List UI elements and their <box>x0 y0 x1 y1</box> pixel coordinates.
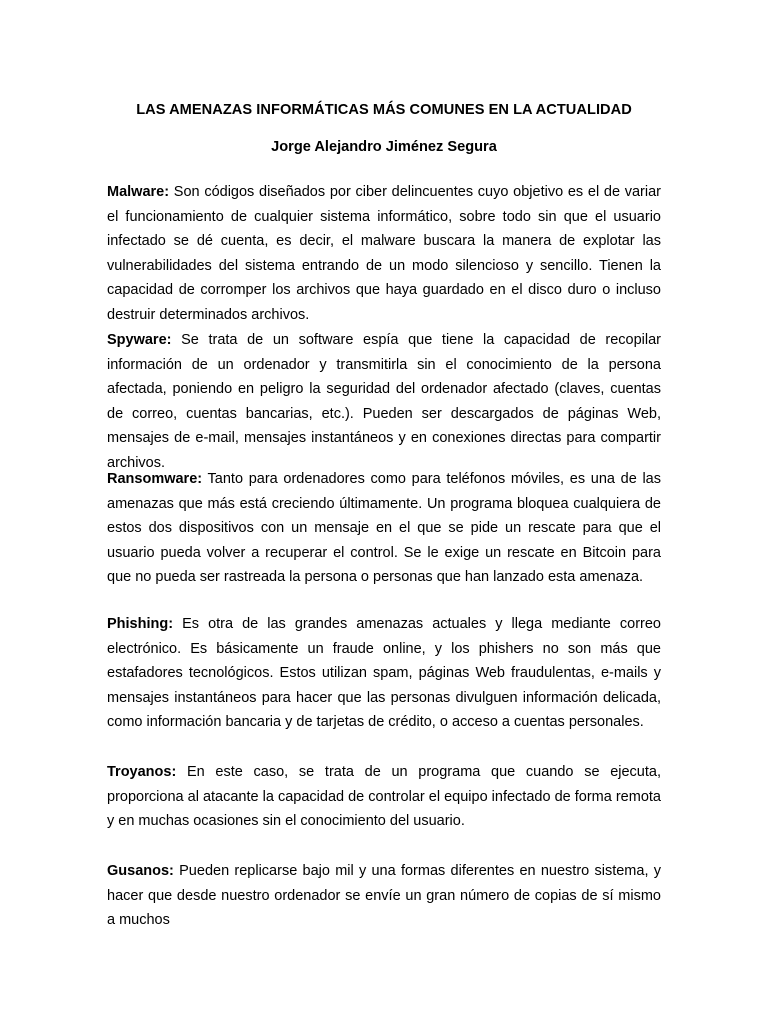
section-term: Troyanos: <box>107 764 177 780</box>
section-malware <box>107 180 661 328</box>
section-term: Phishing: <box>107 616 174 632</box>
section-ransomware <box>107 467 661 590</box>
document-author: Jorge Alejandro Jiménez Segura <box>271 139 497 155</box>
section-term: Spyware: <box>107 332 172 348</box>
section-spyware <box>107 328 661 476</box>
section-term: Malware: <box>107 184 170 200</box>
section-phishing <box>107 612 661 735</box>
section-text: Son códigos diseñados por ciber delincuentes cuyo objetivo es el de variar el funcionamiento de cualquier sistema informático, sobre todo sin que el usuario infectado se dé cuenta, es decir, el malware buscara la manera de explotar las vulnerabilidades del sistema entrando de un modo silencioso y sencillo. Tienen la capacidad de corromper los archivos que haya guardado en el disco duro o incluso destruir determinados archivos. <box>107 184 661 323</box>
section-text: Pueden replicarse bajo mil y una formas diferentes en nuestro sistema, y hacer que desde nuestro ordenador se envíe un gran número de copias de sí mismo a muchos <box>107 863 661 929</box>
section-text: Es otra de las grandes amenazas actuales y llega mediante correo electrónico. Es básicamente un fraude online, y los phishers no son más que estafadores tecnológicos. Estos utilizan spam, páginas Web fraudulentas, e-mails y mensajes instantáneos para hacer que las personas divulguen información delicada, como información bancaria y de tarjetas de crédito, o acceso a cuentas personales. <box>107 616 661 731</box>
section-troyanos <box>107 760 661 834</box>
section-text: Tanto para ordenadores como para teléfonos móviles, es una de las amenazas que más está creciendo últimamente. Un programa bloquea cualquiera de estos dos dispositivos con un mensaje en el que se pide un rescate para que el usuario pueda volver a recuperar el control. Se le exige un rescate en Bitcoin para que no pueda ser rastreada la persona o personas que han lanzado esta amenaza. <box>107 471 661 586</box>
section-term: Gusanos: <box>107 863 174 879</box>
section-gusanos <box>107 859 661 933</box>
section-text: En este caso, se trata de un programa que cuando se ejecuta, proporciona al atacante la capacidad de controlar el equipo infectado de forma remota y en muchas ocasiones sin el conocimiento del usuario. <box>107 764 661 830</box>
document-title: LAS AMENAZAS INFORMÁTICAS MÁS COMUNES EN LA ACTUALIDAD <box>136 102 632 118</box>
section-term: Ransomware: <box>107 471 203 487</box>
section-text: Se trata de un software espía que tiene la capacidad de recopilar información de un ordenador y transmitirla sin el conocimiento de la persona afectada, poniendo en peligro la seguridad del ordenador afectado (claves, cuentas de correo, cuentas bancarias, etc.). Pueden ser descargados de páginas Web, mensajes de e-mail, mensajes instantáneos y en conexiones directas para compartir archivos. <box>107 332 661 471</box>
